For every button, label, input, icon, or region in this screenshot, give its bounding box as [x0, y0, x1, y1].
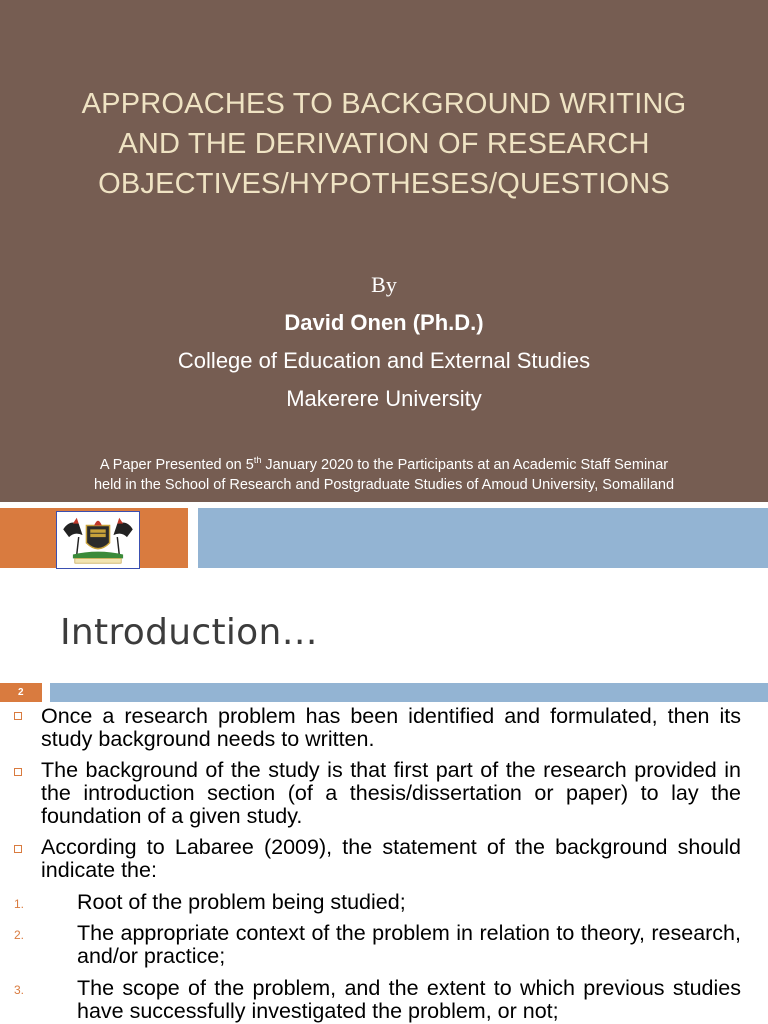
numbered-label-3: 3. [14, 983, 25, 997]
numbered-item-3: The scope of the problem, and the extent to which previous studies have successfully investigated the problem, or not; [77, 976, 741, 1023]
numbered-label-1: 1. [14, 897, 25, 911]
bullet-square-icon [14, 845, 22, 853]
title-slide-background [0, 0, 768, 502]
presentation-note-line-2: held in the School of Research and Postgraduate Studies of Amoud University, Somaliland [93, 477, 675, 493]
by-label: By [371, 272, 397, 297]
title-line-3: OBJECTIVES/HYPOTHESES/QUESTIONS [98, 168, 670, 200]
affiliation-university: Makerere University [286, 386, 482, 411]
bullet-item-3: According to Labaree (2009), the statement of the background should indicate the: [41, 835, 741, 882]
title-line-1: APPROACHES TO BACKGROUND WRITING [81, 88, 687, 120]
university-crest-logo [56, 511, 140, 569]
bullet-item-2: The background of the study is that first part of the research provided in the introduction section (of a thesis/dissertation or paper) to lay the foundation of a given study. [41, 758, 741, 828]
numbered-item-2: The appropriate context of the problem in relation to theory, research, and/or practice; [77, 921, 741, 968]
page-number-badge: 2 [0, 683, 42, 702]
presentation-note-line-1: A Paper Presented on 5th January 2020 to the Participants at an Academic Staff Seminar [99, 455, 669, 473]
numbered-item-1: Root of the problem being studied; [77, 890, 406, 914]
bullet-item-1: Once a research problem has been identified and formulated, then its study background needs to written. [41, 704, 741, 751]
slide-title [20, 84, 748, 204]
numbered-label-2: 2. [14, 928, 25, 942]
crest-icon [57, 512, 139, 568]
presentation-note [20, 455, 748, 495]
affiliation-college: College of Education and External Studies [177, 348, 591, 373]
bullet-square-icon [14, 712, 22, 720]
bullet-square-icon [14, 768, 22, 776]
title-line-2: AND THE DERIVATION OF RESEARCH [118, 128, 650, 160]
introduction-heading: Introduction… [60, 612, 318, 653]
footer-bar-blue [198, 508, 768, 568]
header-bar-blue [50, 683, 768, 702]
author-name: David Onen (Ph.D.) [284, 310, 484, 335]
